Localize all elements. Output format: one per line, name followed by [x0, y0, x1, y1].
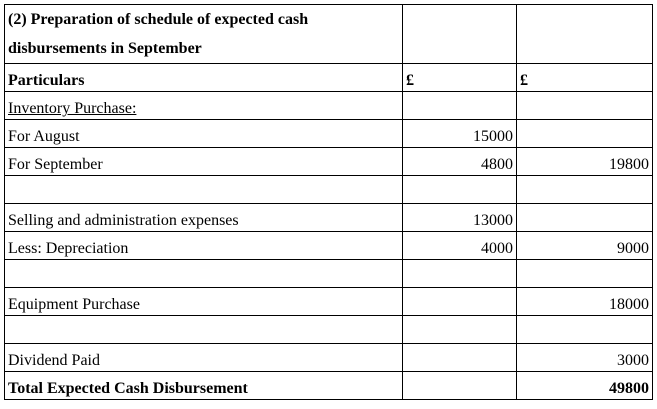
row-col2-value: [517, 176, 653, 204]
schedule-title: (2) Preparation of schedule of expected cash disbursements in September: [5, 5, 403, 64]
col1-currency-header: £: [403, 64, 517, 92]
row-label: Inventory Purchase:: [5, 92, 403, 120]
row-col1-value: 15000: [403, 120, 517, 148]
row-col2-value: 19800: [517, 148, 653, 176]
row-col2-value: [517, 204, 653, 232]
row-col1-value: 4800: [403, 148, 517, 176]
table-row: [5, 176, 653, 204]
row-col1-value: [403, 288, 517, 316]
title-empty-cell: [403, 5, 517, 64]
table-row: [5, 232, 653, 260]
table-row: [5, 148, 653, 176]
total-row: [5, 372, 653, 400]
row-label: [5, 176, 403, 204]
row-label: For September: [5, 148, 403, 176]
title-empty-cell: [517, 5, 653, 64]
table-row: [5, 120, 653, 148]
cash-disbursement-schedule-table: [4, 4, 653, 400]
col2-currency-header: £: [517, 64, 653, 92]
title-row: [5, 5, 653, 64]
table-row: [5, 92, 653, 120]
row-col2-value: 18000: [517, 288, 653, 316]
row-label: Selling and administration expenses: [5, 204, 403, 232]
row-label: Less: Depreciation: [5, 232, 403, 260]
row-col1-value: [403, 176, 517, 204]
row-col1-value: [403, 344, 517, 372]
row-col1-value: [403, 92, 517, 120]
total-label: Total Expected Cash Disbursement: [5, 372, 403, 400]
row-label: [5, 316, 403, 344]
table-row: [5, 260, 653, 288]
row-col2-value: [517, 92, 653, 120]
row-col2-value: 9000: [517, 232, 653, 260]
table-row: [5, 288, 653, 316]
row-col2-value: 3000: [517, 344, 653, 372]
total-col1-value: [403, 372, 517, 400]
header-row: [5, 64, 653, 92]
row-label: For August: [5, 120, 403, 148]
row-col2-value: [517, 120, 653, 148]
row-col2-value: [517, 316, 653, 344]
row-col1-value: [403, 316, 517, 344]
table-row: [5, 204, 653, 232]
row-label: Dividend Paid: [5, 344, 403, 372]
total-col2-value: 49800: [517, 372, 653, 400]
row-col1-value: 4000: [403, 232, 517, 260]
table-row: [5, 316, 653, 344]
row-label: Equipment Purchase: [5, 288, 403, 316]
particulars-header: Particulars: [5, 64, 403, 92]
row-label: [5, 260, 403, 288]
row-col1-value: 13000: [403, 204, 517, 232]
row-col2-value: [517, 260, 653, 288]
table-row: [5, 344, 653, 372]
row-col1-value: [403, 260, 517, 288]
